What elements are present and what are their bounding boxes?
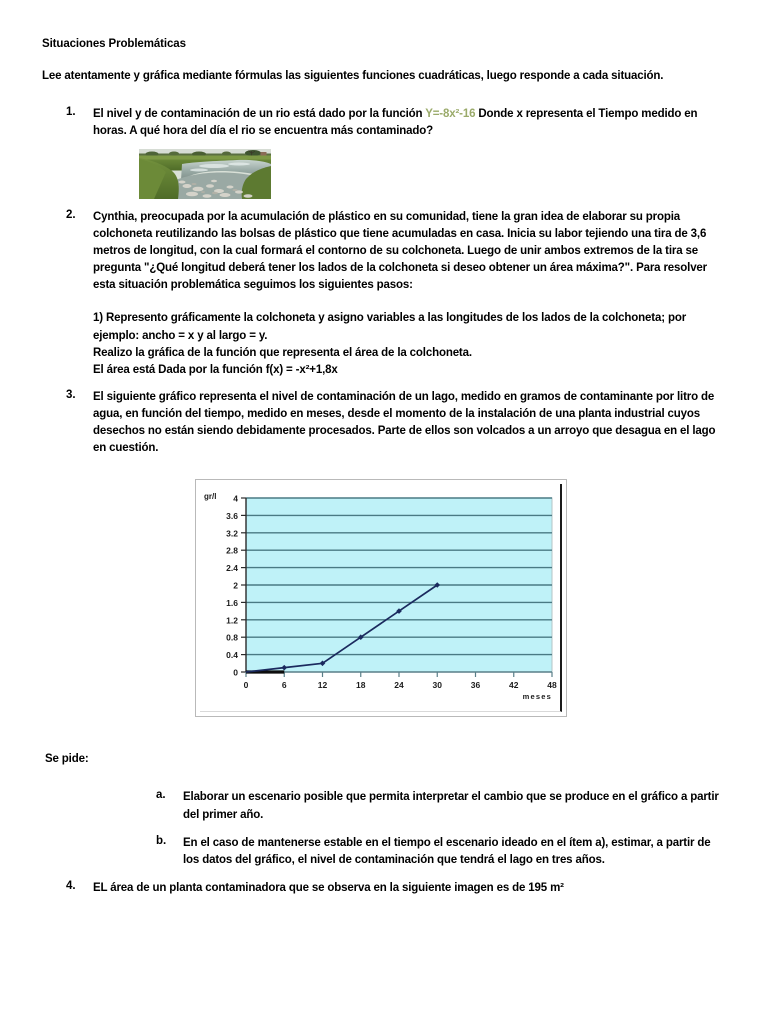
item-2-subline-1: 1) Represento gráficamente la colchoneta y asigno variables a las longitudes de los lados de la colchoneta; por ejemplo: ancho = x y al largo = y. xyxy=(93,312,687,342)
item-1-text-before: El nivel y de contaminación de un rio está dado por la función xyxy=(93,108,426,121)
problem-list-continued xyxy=(42,880,720,897)
problem-list xyxy=(42,106,720,457)
y-tick-label: 2.8 xyxy=(226,546,238,557)
item-number-1: 1. xyxy=(66,106,76,119)
y-tick-label: 3.6 xyxy=(226,511,238,522)
y-tick-label: 2 xyxy=(233,580,238,591)
x-tick-label: 12 xyxy=(317,680,328,691)
sub-item-number-a: a. xyxy=(156,789,166,802)
item-number-3: 3. xyxy=(66,389,76,402)
river-photo xyxy=(139,149,271,199)
item-3-text: El siguiente gráfico representa el nivel de contaminación de un lago, medido en gramos de contaminante por litro de agua, en función del tiempo, medido en meses, desde el momento de la instalación de una planta industrial cuyos desechos no están siendo debidamente procesados. Parte de ellos son volcados a un arroyo que desagua en el lago en cuestión. xyxy=(93,391,716,455)
pollution-line-chart xyxy=(195,479,567,717)
x-tick-label: 6 xyxy=(281,680,287,691)
item-4-text: EL área de un planta contaminadora que se observa en la siguiente imagen es de 195 m² xyxy=(93,881,564,894)
y-tick-label: 1.2 xyxy=(226,615,238,626)
y-tick-label: 1.6 xyxy=(226,598,238,609)
list-item-2 xyxy=(42,209,720,379)
se-pide-label: Se pide: xyxy=(45,753,89,766)
y-tick-label: 0 xyxy=(233,667,238,678)
x-tick-label: 42 xyxy=(509,680,519,691)
item-number-2: 2. xyxy=(66,209,76,222)
y-tick-label: 4 xyxy=(233,493,238,504)
list-item-1 xyxy=(42,106,720,199)
list-item-4 xyxy=(42,880,720,897)
sub-list-item-a xyxy=(42,789,720,823)
item-2-subline-3: El área está Dada por la función f(x) = -x²+1,8x xyxy=(93,364,338,377)
chart-canvas xyxy=(200,484,562,712)
document-lead-text: Lee atentamente y gráfica mediante fórmulas las siguientes funciones cuadráticas, luego responde a cada situación. xyxy=(42,69,664,82)
page-title: Situaciones Problemáticas xyxy=(42,38,186,50)
item-2-subline-2: Realizo la gráfica de la función que representa el área de la colchoneta. xyxy=(93,346,472,359)
item-1-text xyxy=(93,106,720,140)
x-tick-label: 24 xyxy=(394,680,404,691)
list-item-3 xyxy=(42,389,720,457)
x-tick-label: 36 xyxy=(470,680,481,691)
y-tick-label: 0.8 xyxy=(226,633,238,644)
sub-item-b-text: En el caso de mantenerse estable en el tiempo el escenario ideado en el ítem a), estimar, a partir de los datos del gráfico, el nivel de contaminación que tendrá el lago en tres años. xyxy=(183,836,711,866)
item-1-text-after: Donde x representa el Tiempo medido en horas. A qué hora del día el rio se encuentra más contaminado? xyxy=(93,108,698,138)
x-axis-label: meses xyxy=(522,692,552,702)
sub-item-number-b: b. xyxy=(156,834,167,847)
chart-inner-frame xyxy=(200,484,562,712)
y-tick-label: 0.4 xyxy=(226,650,238,661)
item-1-formula: Y=-8x²-16 xyxy=(425,108,476,121)
y-tick-label: 3.2 xyxy=(226,528,238,539)
x-tick-label: 18 xyxy=(356,680,366,691)
item-2-text: Cynthia, preocupada por la acumulación de plástico en su comunidad, tiene la gran idea de elaborar su propia colchoneta reutilizando las bolsas de plástico que tiene acumuladas en casa. Inicia su labor tejiendo una tira de 3,6 metros de longitud, con la cual formará el contorno de su colchoneta. Luego de unir ambos extremos de la tira se pregunta "¿Qué longitud deberá tener los lados de la colchoneta si deseo obtener un área máxima?". Para resolver esta situación problemática seguimos los siguientes pasos: xyxy=(93,211,708,292)
se-pide-sublist xyxy=(42,789,720,868)
river-photo-wrapper xyxy=(139,149,720,199)
y-axis-label: gr/l xyxy=(204,492,217,502)
item-2-subblock xyxy=(93,310,720,379)
x-tick-label: 48 xyxy=(547,680,557,691)
item-number-4: 4. xyxy=(66,879,76,892)
sub-item-a-text: Elaborar un escenario posible que permita interpretar el cambio que se produce en el gráfico a partir del primer año. xyxy=(183,791,719,821)
x-tick-label: 30 xyxy=(432,680,442,691)
x-tick-label: 0 xyxy=(243,680,249,691)
sub-list-item-b xyxy=(42,835,720,869)
y-tick-label: 2.4 xyxy=(226,563,238,574)
